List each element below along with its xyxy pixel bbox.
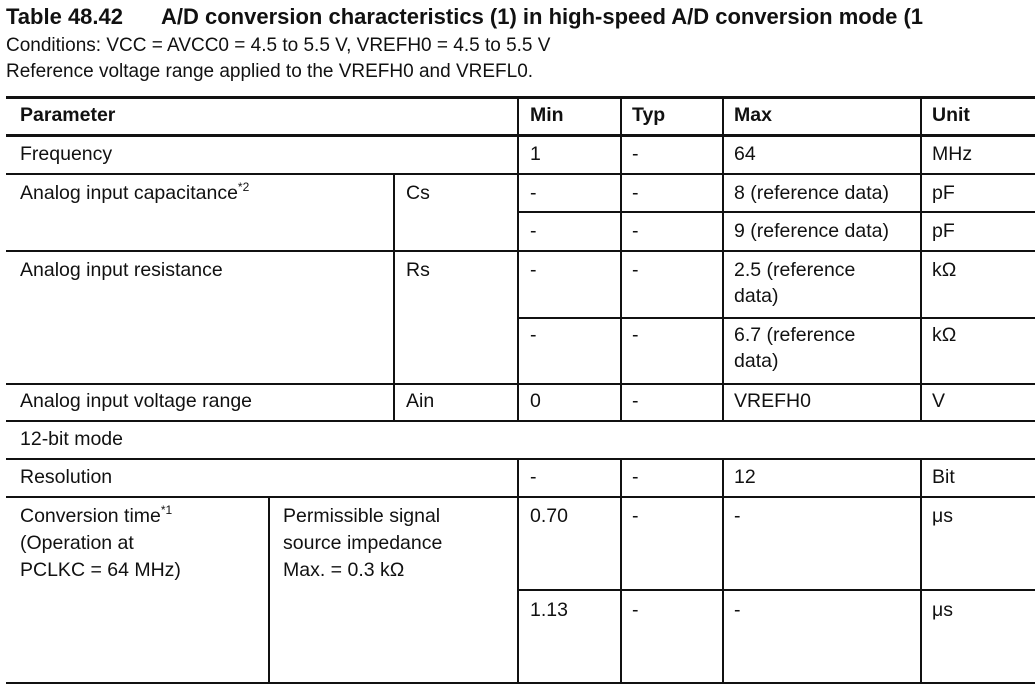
header-typ: Typ [632,104,666,126]
row-divider [517,589,1035,591]
header-unit: Unit [932,104,970,126]
resistance-unit: kΩ [932,324,957,346]
row-divider [6,496,1035,498]
voltage-param: Analog input voltage range [20,390,253,412]
conversion-condition: Max. = 0.3 kΩ [283,559,405,581]
column-divider [722,458,724,683]
conversion-max: - [734,599,741,621]
row-divider [6,682,1035,684]
resolution-param: Resolution [20,466,113,488]
row-divider [6,250,1035,252]
resolution-unit: Bit [932,466,955,488]
capacitance-max: 9 (reference data) [734,220,890,242]
resistance-typ: - [632,324,639,346]
resistance-param: Analog input resistance [20,259,223,281]
resistance-min: - [530,324,537,346]
capacitance-max: 8 (reference data) [734,182,890,204]
frequency-typ: - [632,143,639,165]
conversion-param: (Operation at [20,532,134,554]
resistance-max: 6.7 (reference [734,324,856,346]
mode-section-label: 12-bit mode [20,428,123,450]
column-divider [620,97,622,420]
conversion-unit: μs [932,505,953,527]
conditions-line: Conditions: VCC = AVCC0 = 4.5 to 5.5 V, VREFH0 = 4.5 to 5.5 V [6,35,551,56]
conversion-typ: - [632,505,639,527]
conversion-condition: source impedance [283,532,443,554]
conversion-max: - [734,505,741,527]
conversion-condition: Permissible signal [283,505,441,527]
resistance-max: 2.5 (reference [734,259,856,281]
voltage-unit: V [932,390,946,412]
column-divider [517,97,519,420]
header-bottom-border [6,134,1035,137]
capacitance-symbol: Cs [406,182,430,204]
voltage-max: VREFH0 [734,390,811,412]
resolution-max: 12 [734,466,756,488]
capacitance-typ: - [632,182,639,204]
capacitance-typ: - [632,220,639,242]
voltage-min: 0 [530,390,541,412]
frequency-unit: MHz [932,143,973,165]
resolution-min: - [530,466,537,488]
row-divider [6,420,1035,422]
conversion-unit: μs [932,599,953,621]
header-min: Min [530,104,564,126]
capacitance-unit: pF [932,220,955,242]
footnote-ref: *2 [237,180,250,194]
table-title: Table 48.42 A/D conversion characteristics (1) in high-speed A/D conversion mode (1 [6,4,924,29]
resolution-typ: - [632,466,639,488]
resistance-max: data) [734,285,779,307]
conversion-typ: - [632,599,639,621]
reference-voltage-line: Reference voltage range applied to the VREFH0 and VREFL0. [6,61,534,82]
row-divider [517,211,1035,213]
resistance-typ: - [632,259,639,281]
row-divider [6,173,1035,175]
resistance-symbol: Rs [406,259,430,281]
column-divider [920,97,922,420]
row-divider [6,458,1035,460]
frequency-min: 1 [530,143,541,165]
column-divider [393,173,395,420]
capacitance-unit: pF [932,182,955,204]
header-parameter: Parameter [20,104,116,126]
resistance-unit: kΩ [932,259,957,281]
conversion-param: PCLKC = 64 MHz) [20,559,181,581]
table-top-border [6,96,1035,99]
resistance-min: - [530,259,537,281]
row-divider [517,317,1035,319]
column-divider [517,458,519,683]
capacitance-param: Analog input capacitance$^{*2}$ [20,180,250,204]
column-divider [620,458,622,683]
voltage-symbol: Ain [406,390,435,412]
conversion-min: 1.13 [530,599,568,621]
conversion-min: 0.70 [530,505,568,527]
row-divider [6,383,1035,385]
voltage-typ: - [632,390,639,412]
header-max: Max [734,104,772,126]
frequency-param: Frequency [20,143,113,165]
capacitance-min: - [530,220,537,242]
column-divider [722,97,724,420]
frequency-max: 64 [734,143,756,165]
capacitance-min: - [530,182,537,204]
conversion-param: Conversion time$^{*1}$ [20,503,173,527]
column-divider [268,496,270,683]
column-divider [920,458,922,683]
resistance-max: data) [734,350,779,372]
footnote-ref: *1 [160,503,173,517]
